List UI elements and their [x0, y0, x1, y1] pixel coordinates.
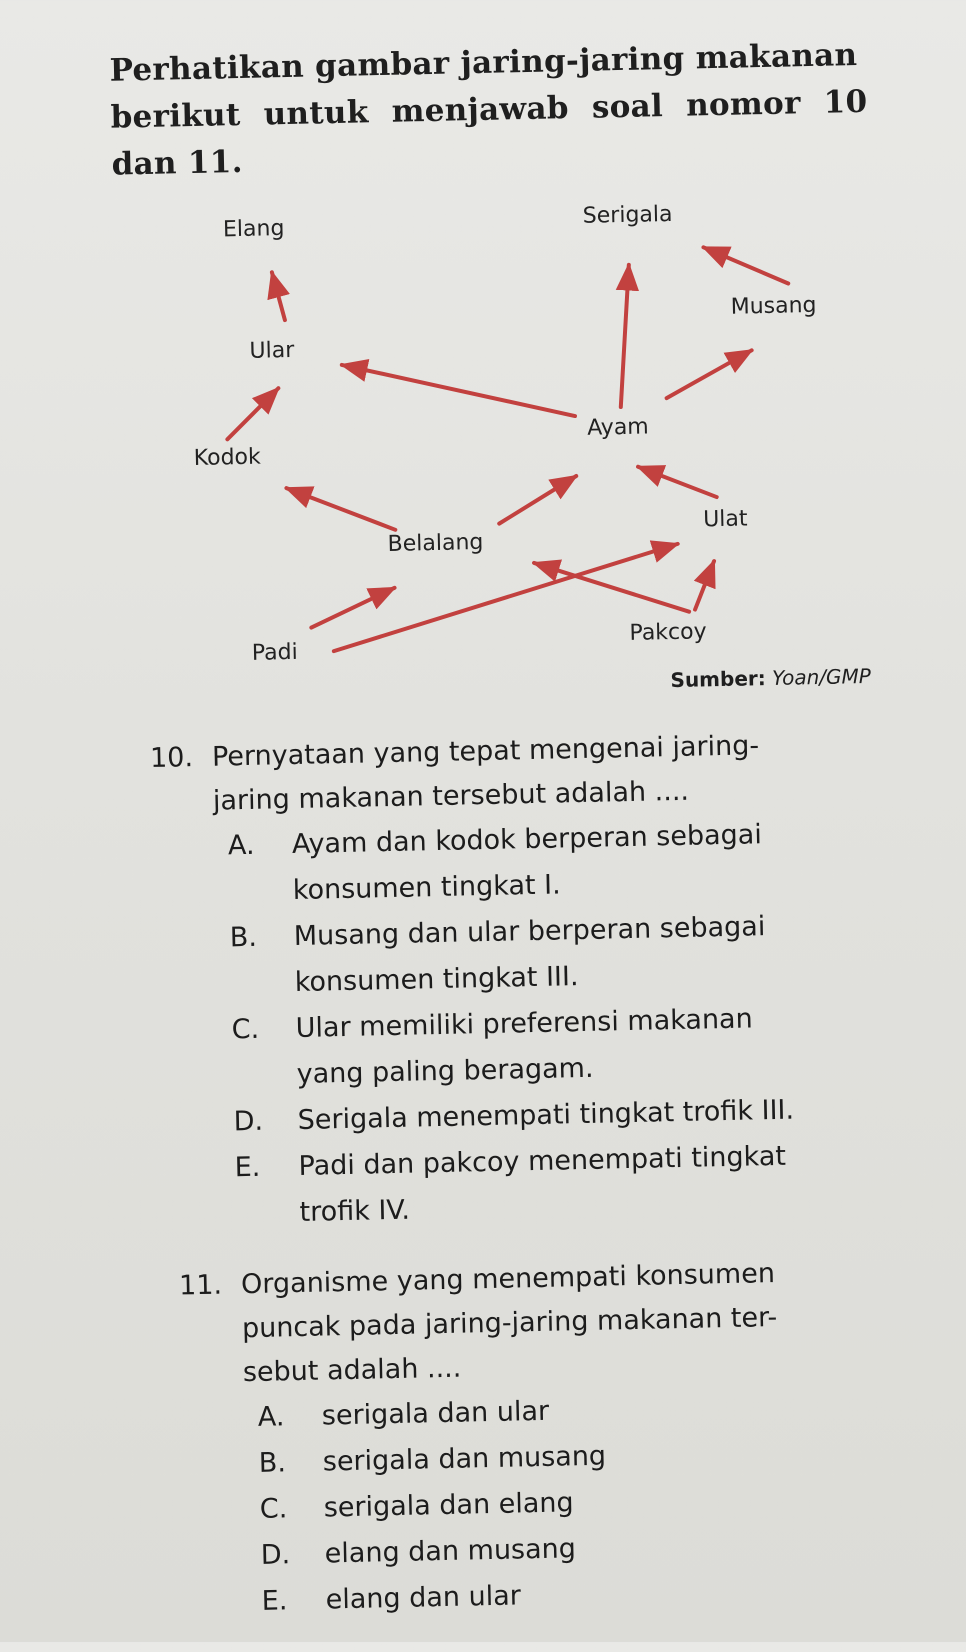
source-value: Yoan/GMP	[771, 663, 872, 690]
option-letter: A.	[257, 1401, 285, 1433]
arrow-musang-to-serigala	[703, 246, 788, 286]
node-ulat: Ulat	[702, 506, 748, 533]
option-letter: E.	[261, 1585, 288, 1617]
option-text: serigala dan ular	[321, 1395, 550, 1432]
question-10-stem-line-2: jaring makanan tersebut adalah ....	[212, 775, 690, 817]
option-letter: C.	[231, 1013, 260, 1046]
arrow-pakcoy-to-ulat	[694, 561, 715, 609]
option-letter: E.	[234, 1151, 261, 1184]
intro-line-3: dan 11.	[111, 143, 244, 183]
option-text-line-2: yang paling beragam.	[296, 1052, 594, 1090]
option-text-line-1: Ayam dan kodok berperan sebagai	[291, 819, 763, 861]
option-text-line-1: Padi dan pakcoy menempati tingkat	[298, 1140, 787, 1182]
option-letter: C.	[259, 1493, 288, 1525]
node-elang: Elang	[222, 216, 285, 243]
question-10-option-c[interactable]	[155, 996, 793, 1101]
node-musang: Musang	[730, 292, 817, 320]
arrow-ayam-to-serigala	[618, 265, 632, 407]
option-text: elang dan ular	[325, 1580, 522, 1616]
arrow-ulat-to-ayam	[638, 465, 717, 499]
option-letter: D.	[260, 1539, 291, 1571]
intro-line-2: berikut untuk menjawab soal nomor 10	[110, 83, 868, 136]
arrow-kodok-to-elang	[272, 272, 285, 320]
question-11-stem-line-1: Organisme yang menempati konsumen	[240, 1258, 776, 1301]
node-padi: Padi	[251, 639, 298, 666]
node-belalang: Belalang	[387, 529, 484, 557]
option-letter: B.	[258, 1447, 287, 1479]
source-label: Sumber:	[670, 666, 766, 693]
option-text-line-1: Serigala menempati tingkat trofik III.	[297, 1094, 795, 1136]
arrow-pakcoy-to-belalang	[534, 560, 689, 615]
question-10-option-b[interactable]	[153, 904, 791, 1009]
node-ayam: Ayam	[586, 414, 649, 441]
question-10-number: 10.	[149, 742, 194, 774]
option-text-line-2: konsumen tingkat III.	[294, 961, 579, 999]
node-serigala: Serigala	[582, 201, 673, 229]
option-text-line-1: Musang dan ular berperan sebagai	[293, 911, 766, 953]
node-kodok: Kodok	[193, 444, 261, 472]
food-web-arrows	[0, 0, 966, 730]
option-letter: D.	[233, 1105, 264, 1138]
arrow-padi-to-ulat	[332, 544, 680, 651]
question-11-stem-line-2: puncak pada jaring-jaring makanan ter-	[241, 1301, 778, 1345]
option-text-line-2: konsumen tingkat I.	[292, 869, 561, 907]
arrow-ayam-to-ular	[342, 360, 575, 421]
intro-line-1: Perhatikan gambar jaring-jaring makanan	[109, 37, 858, 89]
option-text: serigala dan elang	[323, 1487, 574, 1524]
food-web-diagram	[0, 0, 966, 730]
arrow-belalang-to-kodok	[286, 486, 395, 532]
arrow-ayam-to-musang	[666, 350, 753, 398]
option-text: elang dan musang	[324, 1533, 577, 1570]
option-letter: B.	[229, 921, 258, 954]
option-text-line-1: Ular memiliki preferensi makanan	[295, 1003, 753, 1044]
arrow-belalang-to-ayam	[498, 476, 577, 524]
question-10	[150, 724, 797, 1239]
arrow-padi-to-belalang	[311, 588, 396, 628]
node-ular: Ular	[249, 337, 295, 364]
diagram-source	[670, 664, 871, 692]
question-11-number: 11.	[178, 1269, 223, 1302]
option-text-line-2: trofik IV.	[299, 1194, 411, 1228]
question-10-stem-line-1: Pernyataan yang tepat mengenai jaring-	[211, 730, 760, 773]
question-10-option-a[interactable]	[151, 812, 789, 917]
question-11	[179, 1252, 784, 1626]
question-11-stem-line-3: sebut adalah ....	[242, 1352, 462, 1389]
option-text: serigala dan musang	[322, 1440, 607, 1478]
node-pakcoy: Pakcoy	[629, 619, 707, 646]
option-letter: A.	[227, 829, 255, 862]
arrow-kodok-to-ular	[226, 388, 279, 439]
question-10-option-e[interactable]	[158, 1134, 796, 1239]
